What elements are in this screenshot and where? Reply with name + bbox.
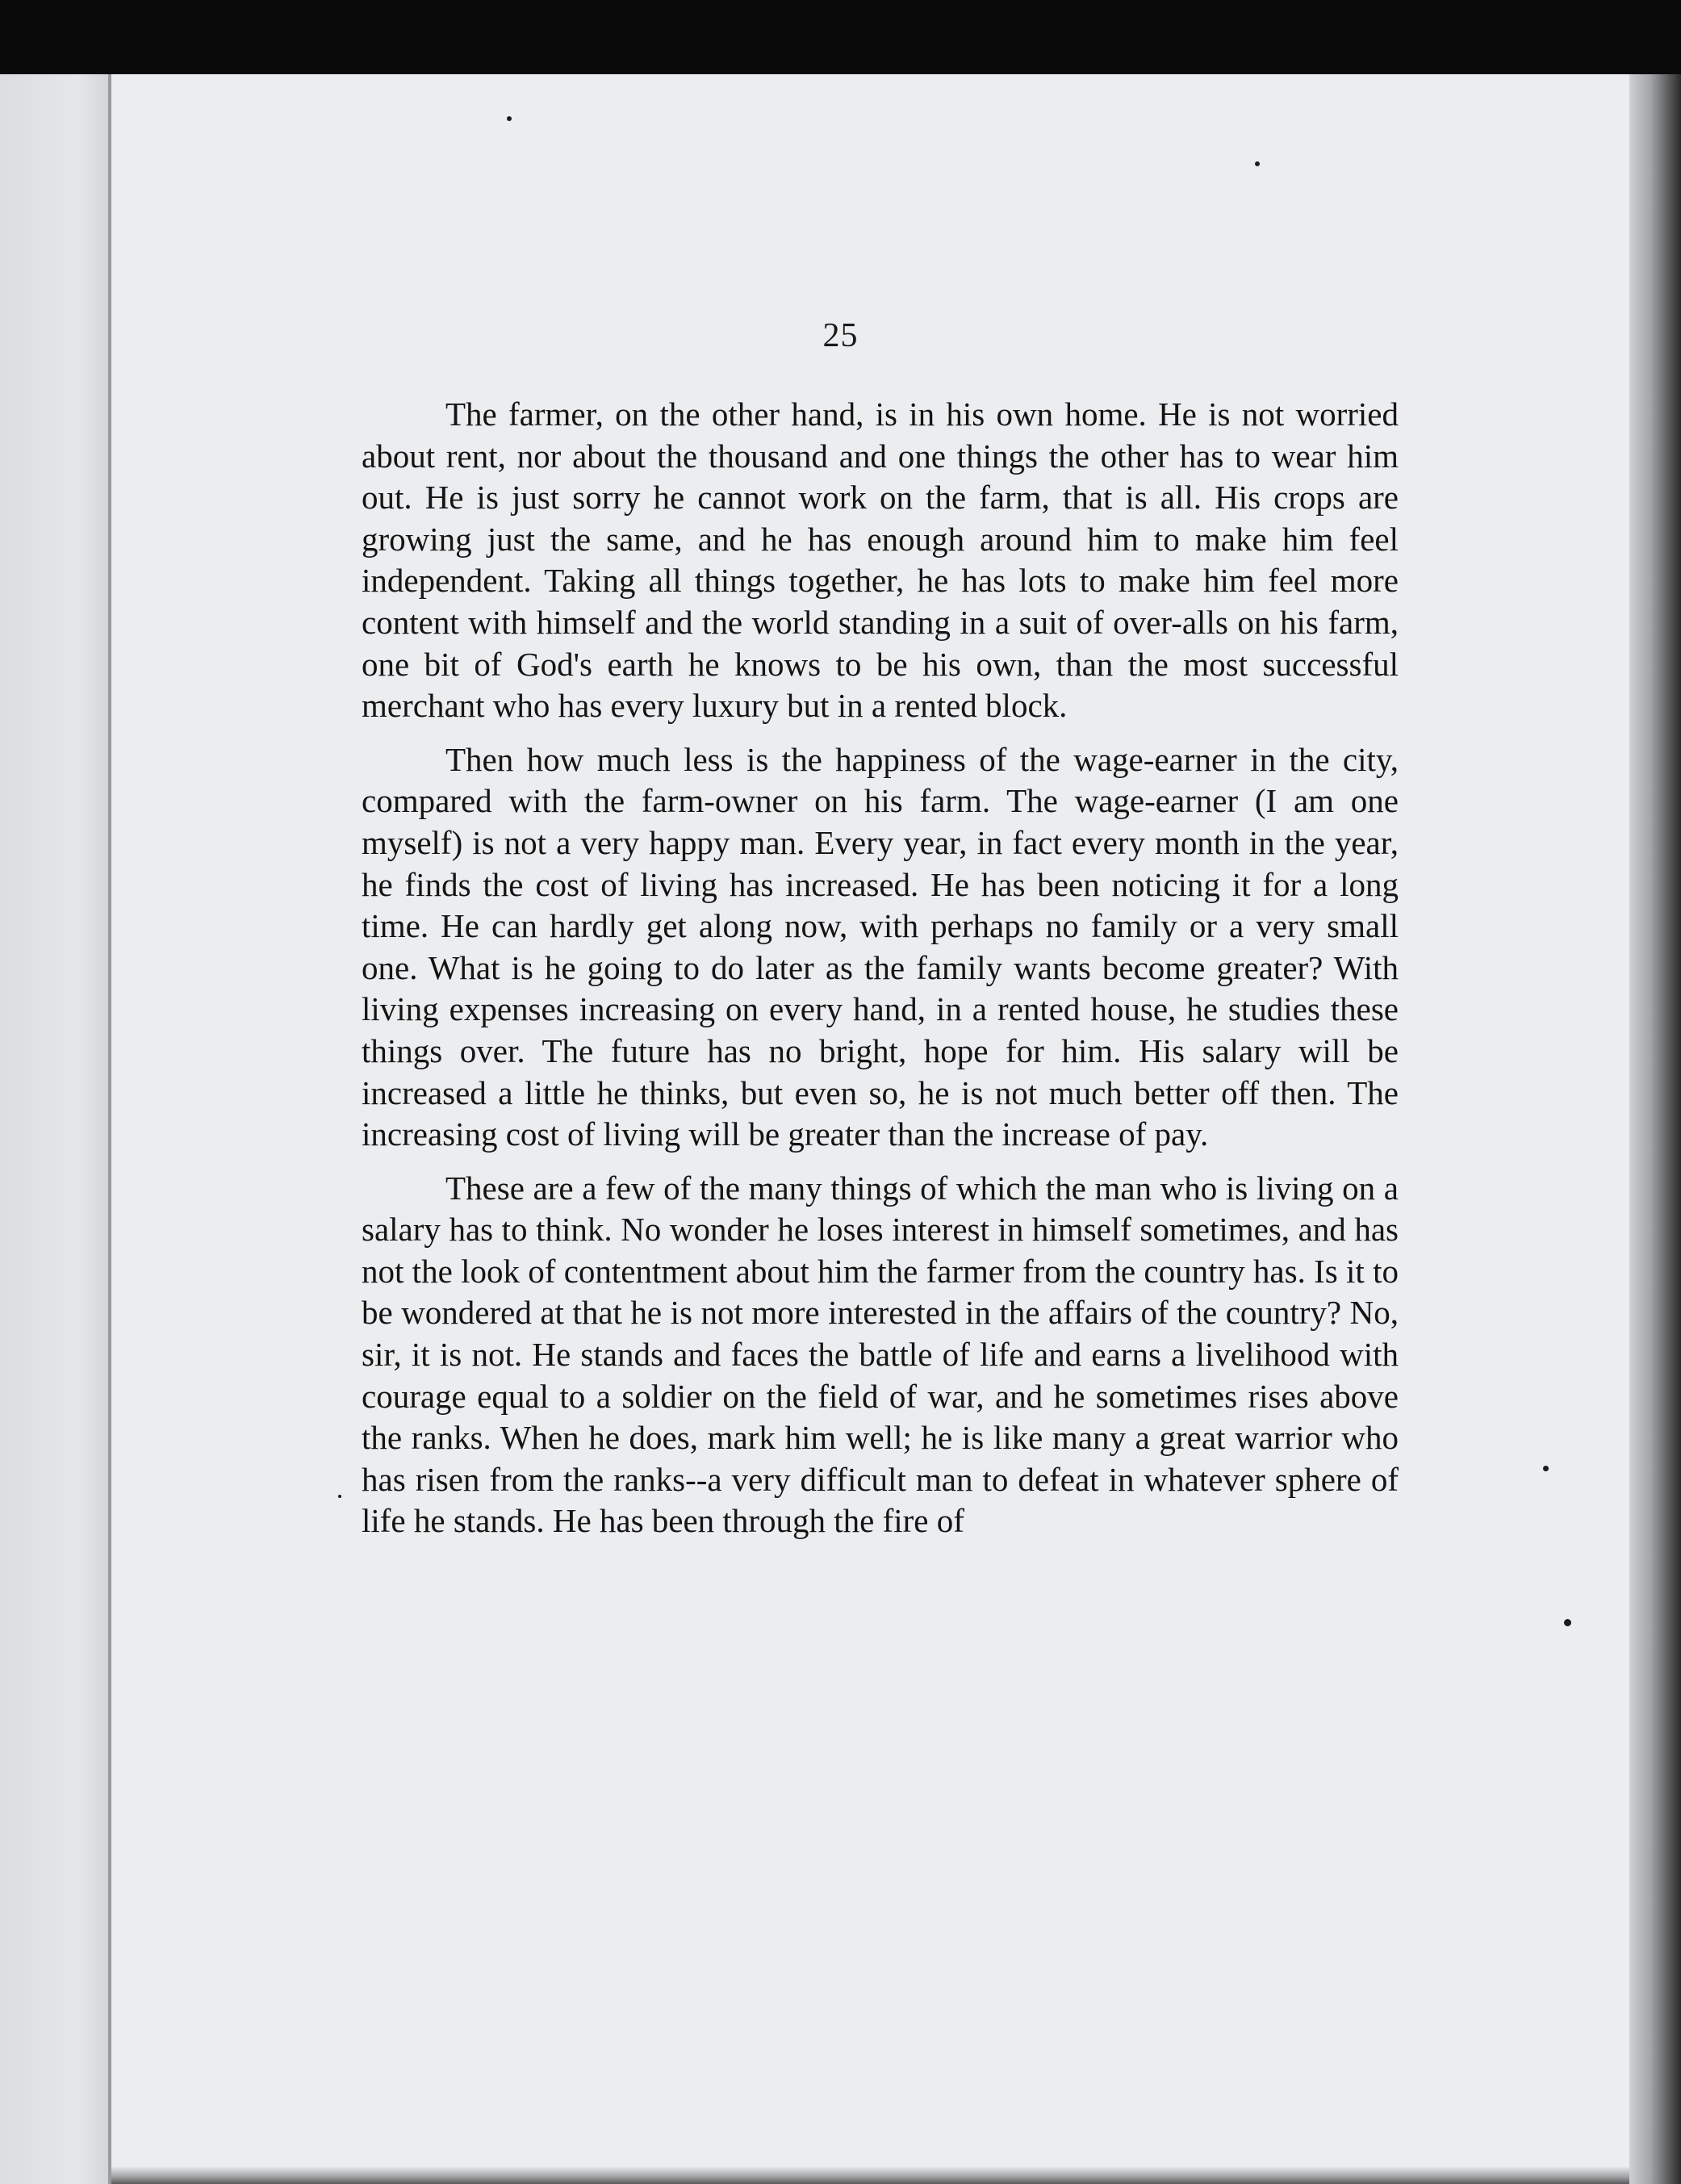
page-number: 25 [822,317,859,354]
right-page-edge [1629,74,1681,2184]
scan-top-border [0,0,1681,74]
scan-speck [1564,1619,1571,1626]
scan-speck [338,1495,341,1498]
paragraph: The farmer, on the other hand, is in his own home. He is not worried about rent, nor about the thousand and one things the other has to wear him out. He is just sorry he cannot work on the farm, that is all. His crops are growing just the same, and he has enough around him to make him feel independent. Taking all things together, he has lots to make him feel more content with himself and the world standing in a suit of over-alls on his farm, one bit of God's earth he knows to be his own, than the most successful merchant who has every luxury but in a rented block. [362,395,1399,725]
bottom-page-edge [111,2166,1629,2184]
paragraph: These are a few of the many things of which the man who is living on a salary has to think. No wonder he loses interest in himself sometimes, and has not the look of contentment about him the farmer from the country has. Is it to be wondered at that he is not more interested in the affairs of the country? No, sir, it is not. He stands and faces the battle of life and earns a livelihood with courage equal to a soldier on the field of war, and he sometimes rises above the ranks. When he does, mark him well; he is like many a great warrior who has risen from the ranks--a very difficult man to defeat in whatever sphere of life he stands. He has been through the fire of [362,1169,1399,1540]
body-text [362,394,1399,1542]
scan-speck [1255,161,1260,166]
paragraph: Then how much less is the happiness of the wage-earner in the city, compared with the farm-owner on his farm. The wage-earner (I am one myself) is not a very happy man. Every year, in fact every month in the year, he finds the cost of living has increased. He has been noticing it for a long time. He can hardly get along now, with perhaps no family or a very small one. What is he going to do later as the family wants become greater? With living expenses increasing on every hand, in a rented house, he studies these things over. The future has no bright, hope for him. His salary will be increased a little he thinks, but even so, he is not much better off then. The increasing cost of living will be greater than the increase of pay. [362,740,1399,1153]
left-page-edge [0,74,111,2184]
scan-speck [1543,1466,1549,1471]
scan-speck [507,116,512,121]
